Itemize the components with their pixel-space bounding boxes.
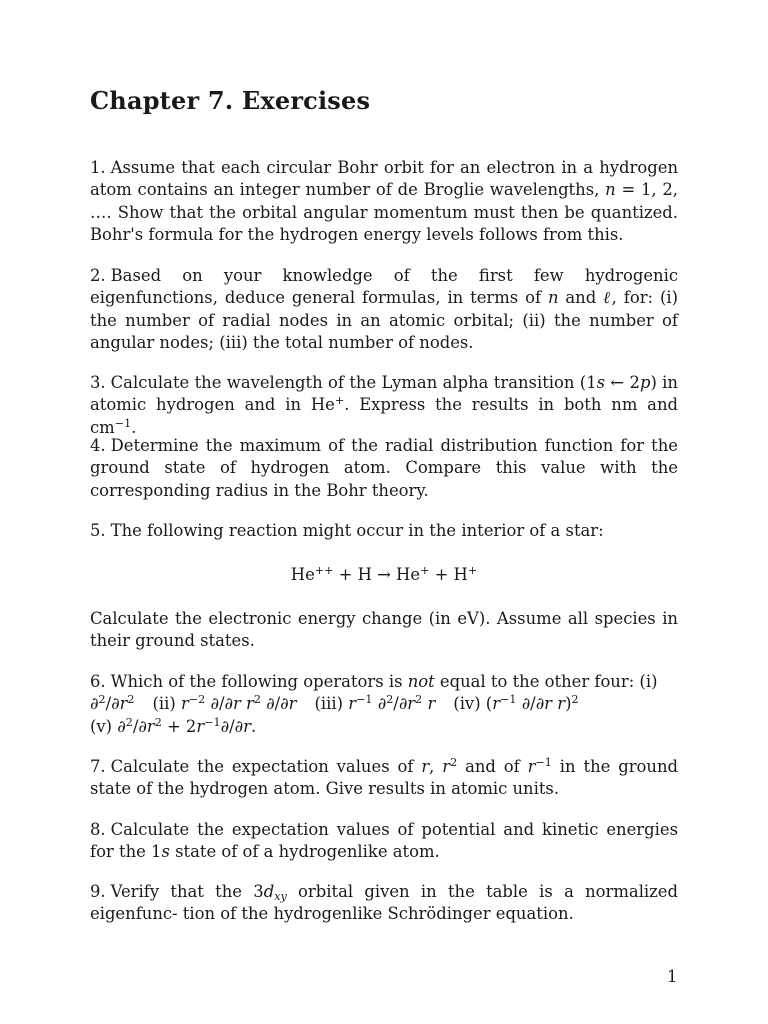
exercise-4: 4. Determine the maximum of the radial distribution function for the ground state of hydrogen atom. Compare this value with the corresponding radius in the Bohr theory. [90,436,678,500]
exercise-6: 6. Which of the following operators is not equal to the other four: (i) $\partial^2/\partial r^2$ (ii) $r^{-2}$ ∂/∂r $r^2$ ∂/∂r (iii) $r^{-1}$ $\partial^2/\partial r^2$ r (iv) ($r^{-1}$ ∂/∂r r)$^2$ (v) $\partial^2/\partial r^2 + 2r^{-1}\partial/\partial r$. [90,672,658,736]
reaction-equation: He++ + H → He+ + H+ [290,563,478,584]
page-number: 1 [667,967,678,986]
exercise-7: 7. Calculate the expectation values of r, $r^2$ and of $r^{-1}$ in the ground state of the hydrogen atom. Give results in atomic units. [90,755,679,799]
chapter-title: Chapter 7. Exercises [90,86,371,115]
exercise-9: 9. Verify that the $3d_{xy}$ orbital given in the table is a normalized eigenfunc- tion of the hydrogenlike Schrödinger equation. [90,882,679,924]
exercise-5: 5. The following reaction might occur in the interior of a star: [90,521,604,540]
exercise-1: 1. Assume that each circular Bohr orbit for an electron in a hydrogen atom contains an integer number of de Broglie wavelengths, n = 1, 2, …. Show that the orbital angular momentum must then be quantized. Bohr's formula for the hydrogen energy levels follows from this. [90,158,679,244]
exercise-3: 3. Calculate the wavelength of the Lyman alpha transition (1s ← 2p) in atomic hydrogen and in He+. Express the results in both nm and $cm^{-1}$. [90,373,678,437]
exercise-2: 2. Based on your knowledge of the first few hydrogenic eigenfunctions, deduce general formulas, in terms of n and ℓ, for: (i) the number of radial nodes in an atomic orbital; (ii) the number of angular nodes; (iii) the total number of nodes. [90,266,678,352]
exercise-8: 8. Calculate the expectation values of potential and kinetic energies for the 1s state of of a hydrogenlike atom. [90,820,678,862]
exercise-5-continuation: Calculate the electronic energy change (in eV). Assume all species in their ground states. [90,609,678,651]
